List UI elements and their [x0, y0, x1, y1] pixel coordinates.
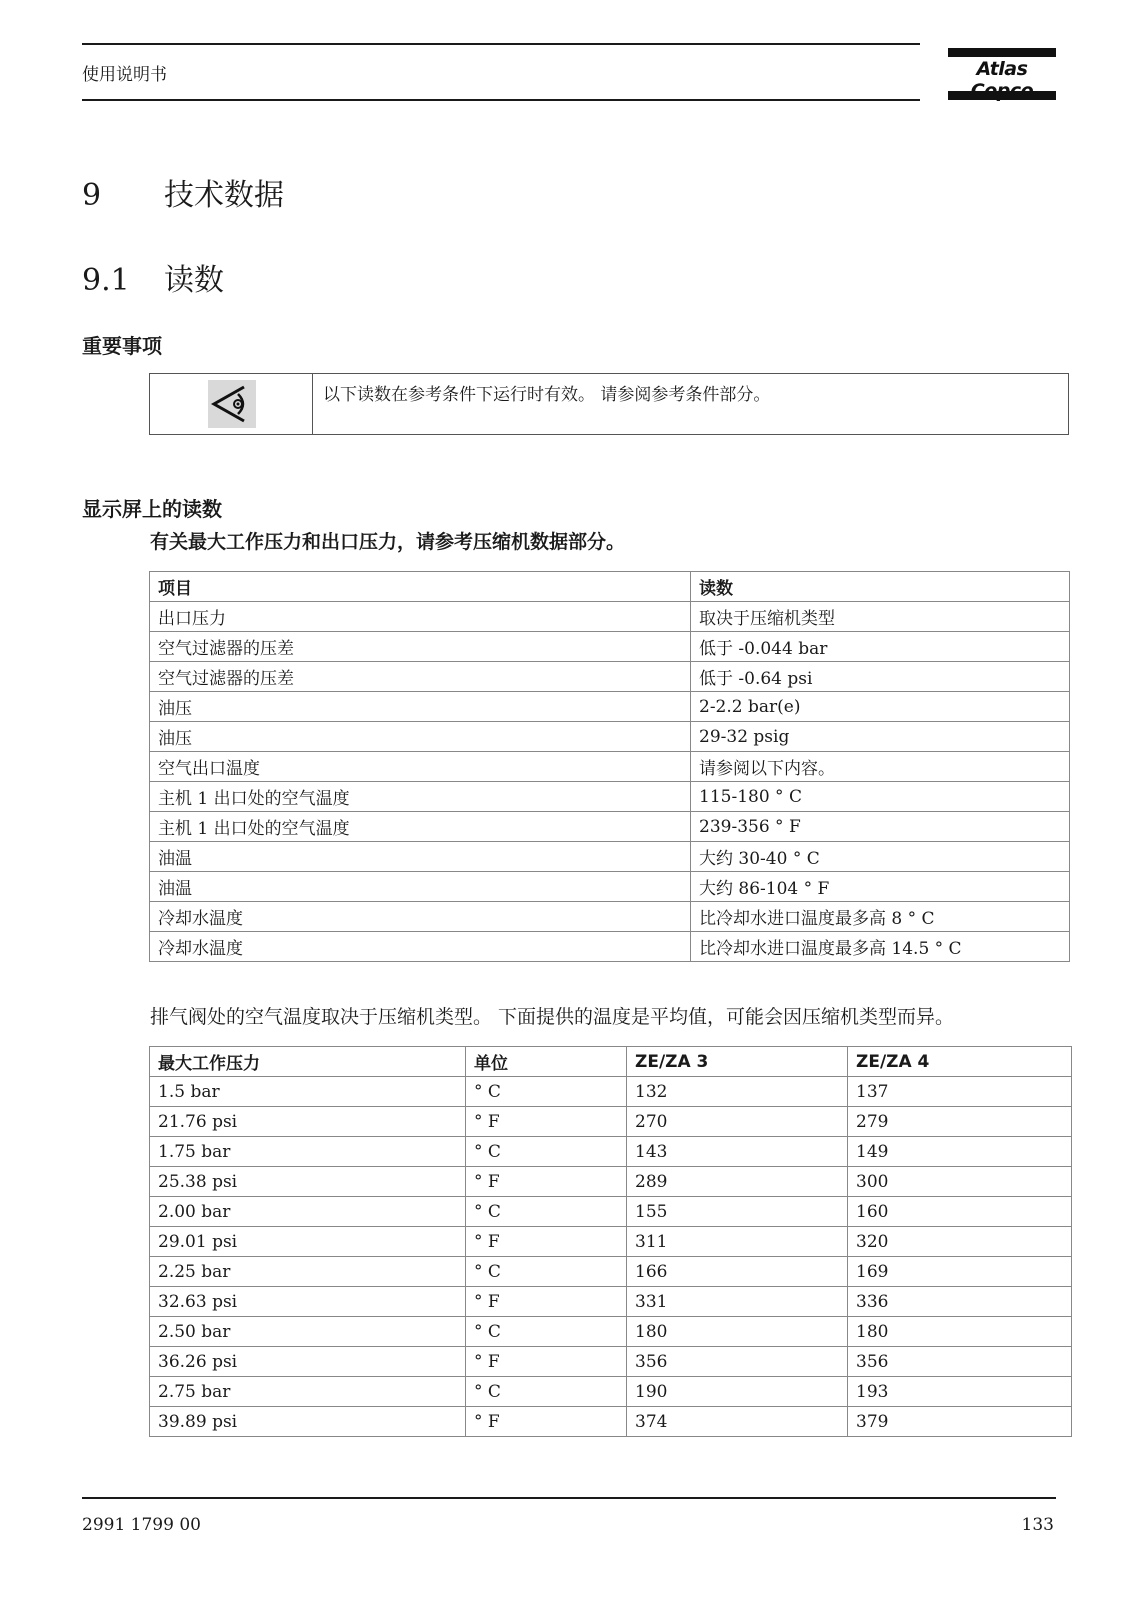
unit-cell: ° C [466, 1317, 627, 1347]
pressure-cell: 2.75 bar [150, 1377, 466, 1407]
unit-cell: ° F [466, 1407, 627, 1437]
document-number: 2991 1799 00 [82, 1515, 201, 1535]
pressure-cell: 29.01 psi [150, 1227, 466, 1257]
eye-caution-icon [208, 380, 256, 428]
pressure-cell: 2.00 bar [150, 1197, 466, 1227]
table-row [150, 842, 1070, 872]
item-cell: 油压 [150, 722, 691, 752]
atlas-copco-logo: Atlas [976, 58, 1028, 80]
ze-za-4-cell: 356 [848, 1347, 1072, 1377]
table-row [150, 932, 1070, 962]
table-row [150, 1317, 1072, 1347]
page-number: 133 [1021, 1515, 1054, 1535]
temperature-paragraph: 排气阀处的空气温度取决于压缩机类型。 下面提供的温度是平均值，可能会因压缩机类型而异。 [150, 1006, 955, 1028]
ze-za-3-cell: 166 [627, 1257, 848, 1287]
pressure-cell: 1.75 bar [150, 1137, 466, 1167]
table-row [150, 662, 1070, 692]
ze-za-3-cell: 143 [627, 1137, 848, 1167]
ze-za-4-cell: 169 [848, 1257, 1072, 1287]
column-header: ZE/ZA 4 [848, 1047, 1072, 1077]
ze-za-4-cell: 137 [848, 1077, 1072, 1107]
important-note-text: 以下读数在参考条件下运行时有效。 请参阅参考条件部分。 [323, 385, 771, 405]
ze-za-3-cell: 356 [627, 1347, 848, 1377]
ze-za-4-cell: 149 [848, 1137, 1072, 1167]
reading-cell: 低于 -0.044 bar [691, 632, 1070, 662]
section-title: 读数 [164, 263, 224, 298]
unit-cell: ° C [466, 1377, 627, 1407]
column-header: 最大工作压力 [150, 1047, 466, 1077]
ze-za-4-cell: 336 [848, 1287, 1072, 1317]
reading-cell: 取决于压缩机类型 [691, 602, 1070, 632]
table-row [150, 602, 1070, 632]
header-title: 使用说明书 [82, 65, 167, 85]
ze-za-3-cell: 311 [627, 1227, 848, 1257]
pressure-cell: 21.76 psi [150, 1107, 466, 1137]
item-cell: 空气出口温度 [150, 752, 691, 782]
unit-cell: ° F [466, 1347, 627, 1377]
table-row [150, 632, 1070, 662]
ze-za-3-cell: 190 [627, 1377, 848, 1407]
unit-cell: ° C [466, 1137, 627, 1167]
table-row [150, 872, 1070, 902]
table-row [150, 1077, 1072, 1107]
reading-cell: 请参阅以下内容。 [691, 752, 1070, 782]
ze-za-4-cell: 300 [848, 1167, 1072, 1197]
pressure-cell: 2.50 bar [150, 1317, 466, 1347]
ze-za-3-cell: 331 [627, 1287, 848, 1317]
pressure-cell: 25.38 psi [150, 1167, 466, 1197]
readings-table [149, 571, 1070, 962]
footer-rule [82, 1497, 1056, 1499]
reading-cell: 2-2.2 bar(e) [691, 692, 1070, 722]
unit-cell: ° F [466, 1107, 627, 1137]
unit-cell: ° C [466, 1077, 627, 1107]
display-lead: 有关最大工作压力和出口压力，请参考压缩机数据部分。 [150, 531, 626, 553]
reading-cell: 比冷却水进口温度最多高 14.5 ° C [691, 932, 1070, 962]
column-header: ZE/ZA 3 [627, 1047, 848, 1077]
header-bottom-rule [82, 99, 920, 101]
ze-za-4-cell: 320 [848, 1227, 1072, 1257]
table-row [150, 1107, 1072, 1137]
table-row [150, 1257, 1072, 1287]
display-heading: 显示屏上的读数 [82, 497, 222, 521]
table-row [150, 782, 1070, 812]
item-cell: 油温 [150, 842, 691, 872]
pressure-cell: 36.26 psi [150, 1347, 466, 1377]
ze-za-3-cell: 180 [627, 1317, 848, 1347]
ze-za-4-cell: 180 [848, 1317, 1072, 1347]
ze-za-4-cell: 379 [848, 1407, 1072, 1437]
item-cell: 出口压力 [150, 602, 691, 632]
reading-cell: 比冷却水进口温度最多高 8 ° C [691, 902, 1070, 932]
ze-za-3-cell: 374 [627, 1407, 848, 1437]
item-cell: 冷却水温度 [150, 932, 691, 962]
ze-za-3-cell: 270 [627, 1107, 848, 1137]
ze-za-3-cell: 132 [627, 1077, 848, 1107]
item-cell: 主机 1 出口处的空气温度 [150, 782, 691, 812]
logo-top-bar [948, 48, 1056, 57]
unit-cell: ° C [466, 1197, 627, 1227]
pressure-cell: 32.63 psi [150, 1287, 466, 1317]
item-cell: 油压 [150, 692, 691, 722]
unit-cell: ° C [466, 1257, 627, 1287]
pressure-cell: 1.5 bar [150, 1077, 466, 1107]
ze-za-3-cell: 155 [627, 1197, 848, 1227]
note-icon-cell [150, 374, 313, 434]
table-row [150, 1197, 1072, 1227]
table-row [150, 1167, 1072, 1197]
unit-cell: ° F [466, 1287, 627, 1317]
chapter-title: 技术数据 [164, 178, 284, 213]
section-number: 9.1 [82, 263, 130, 298]
pressure-cell: 39.89 psi [150, 1407, 466, 1437]
ze-za-4-cell: 279 [848, 1107, 1072, 1137]
table-row [150, 1137, 1072, 1167]
column-header: 读数 [691, 572, 1070, 602]
table-header-row [150, 1047, 1072, 1077]
column-header: 单位 [466, 1047, 627, 1077]
item-cell: 油温 [150, 872, 691, 902]
pressure-cell: 2.25 bar [150, 1257, 466, 1287]
ze-za-3-cell: 289 [627, 1167, 848, 1197]
table-row [150, 812, 1070, 842]
table-row [150, 1287, 1072, 1317]
reading-cell: 大约 86-104 ° F [691, 872, 1070, 902]
table-row [150, 1347, 1072, 1377]
chapter-heading [82, 170, 284, 214]
chapter-number: 9 [82, 178, 102, 213]
ze-za-4-cell: 160 [848, 1197, 1072, 1227]
table-row [150, 1227, 1072, 1257]
unit-cell: ° F [466, 1167, 627, 1197]
reading-cell: 大约 30-40 ° C [691, 842, 1070, 872]
reading-cell: 低于 -0.64 psi [691, 662, 1070, 692]
table-header-row [150, 572, 1070, 602]
reading-cell: 115-180 ° C [691, 782, 1070, 812]
unit-cell: ° F [466, 1227, 627, 1257]
table-row [150, 692, 1070, 722]
item-cell: 冷却水温度 [150, 902, 691, 932]
section-heading [82, 255, 224, 299]
item-cell: 主机 1 出口处的空气温度 [150, 812, 691, 842]
reading-cell: 239-356 ° F [691, 812, 1070, 842]
important-heading: 重要事项 [82, 334, 162, 358]
important-note-box [149, 373, 1069, 435]
table-row [150, 722, 1070, 752]
column-header: 项目 [150, 572, 691, 602]
table-row [150, 1377, 1072, 1407]
item-cell: 空气过滤器的压差 [150, 662, 691, 692]
table-row [150, 752, 1070, 782]
ze-za-4-cell: 193 [848, 1377, 1072, 1407]
temperature-table [149, 1046, 1072, 1437]
table-row [150, 1407, 1072, 1437]
reading-cell: 29-32 psig [691, 722, 1070, 752]
item-cell: 空气过滤器的压差 [150, 632, 691, 662]
header-top-rule [82, 43, 920, 45]
logo-bottom-bar [948, 91, 1056, 100]
table-row [150, 902, 1070, 932]
